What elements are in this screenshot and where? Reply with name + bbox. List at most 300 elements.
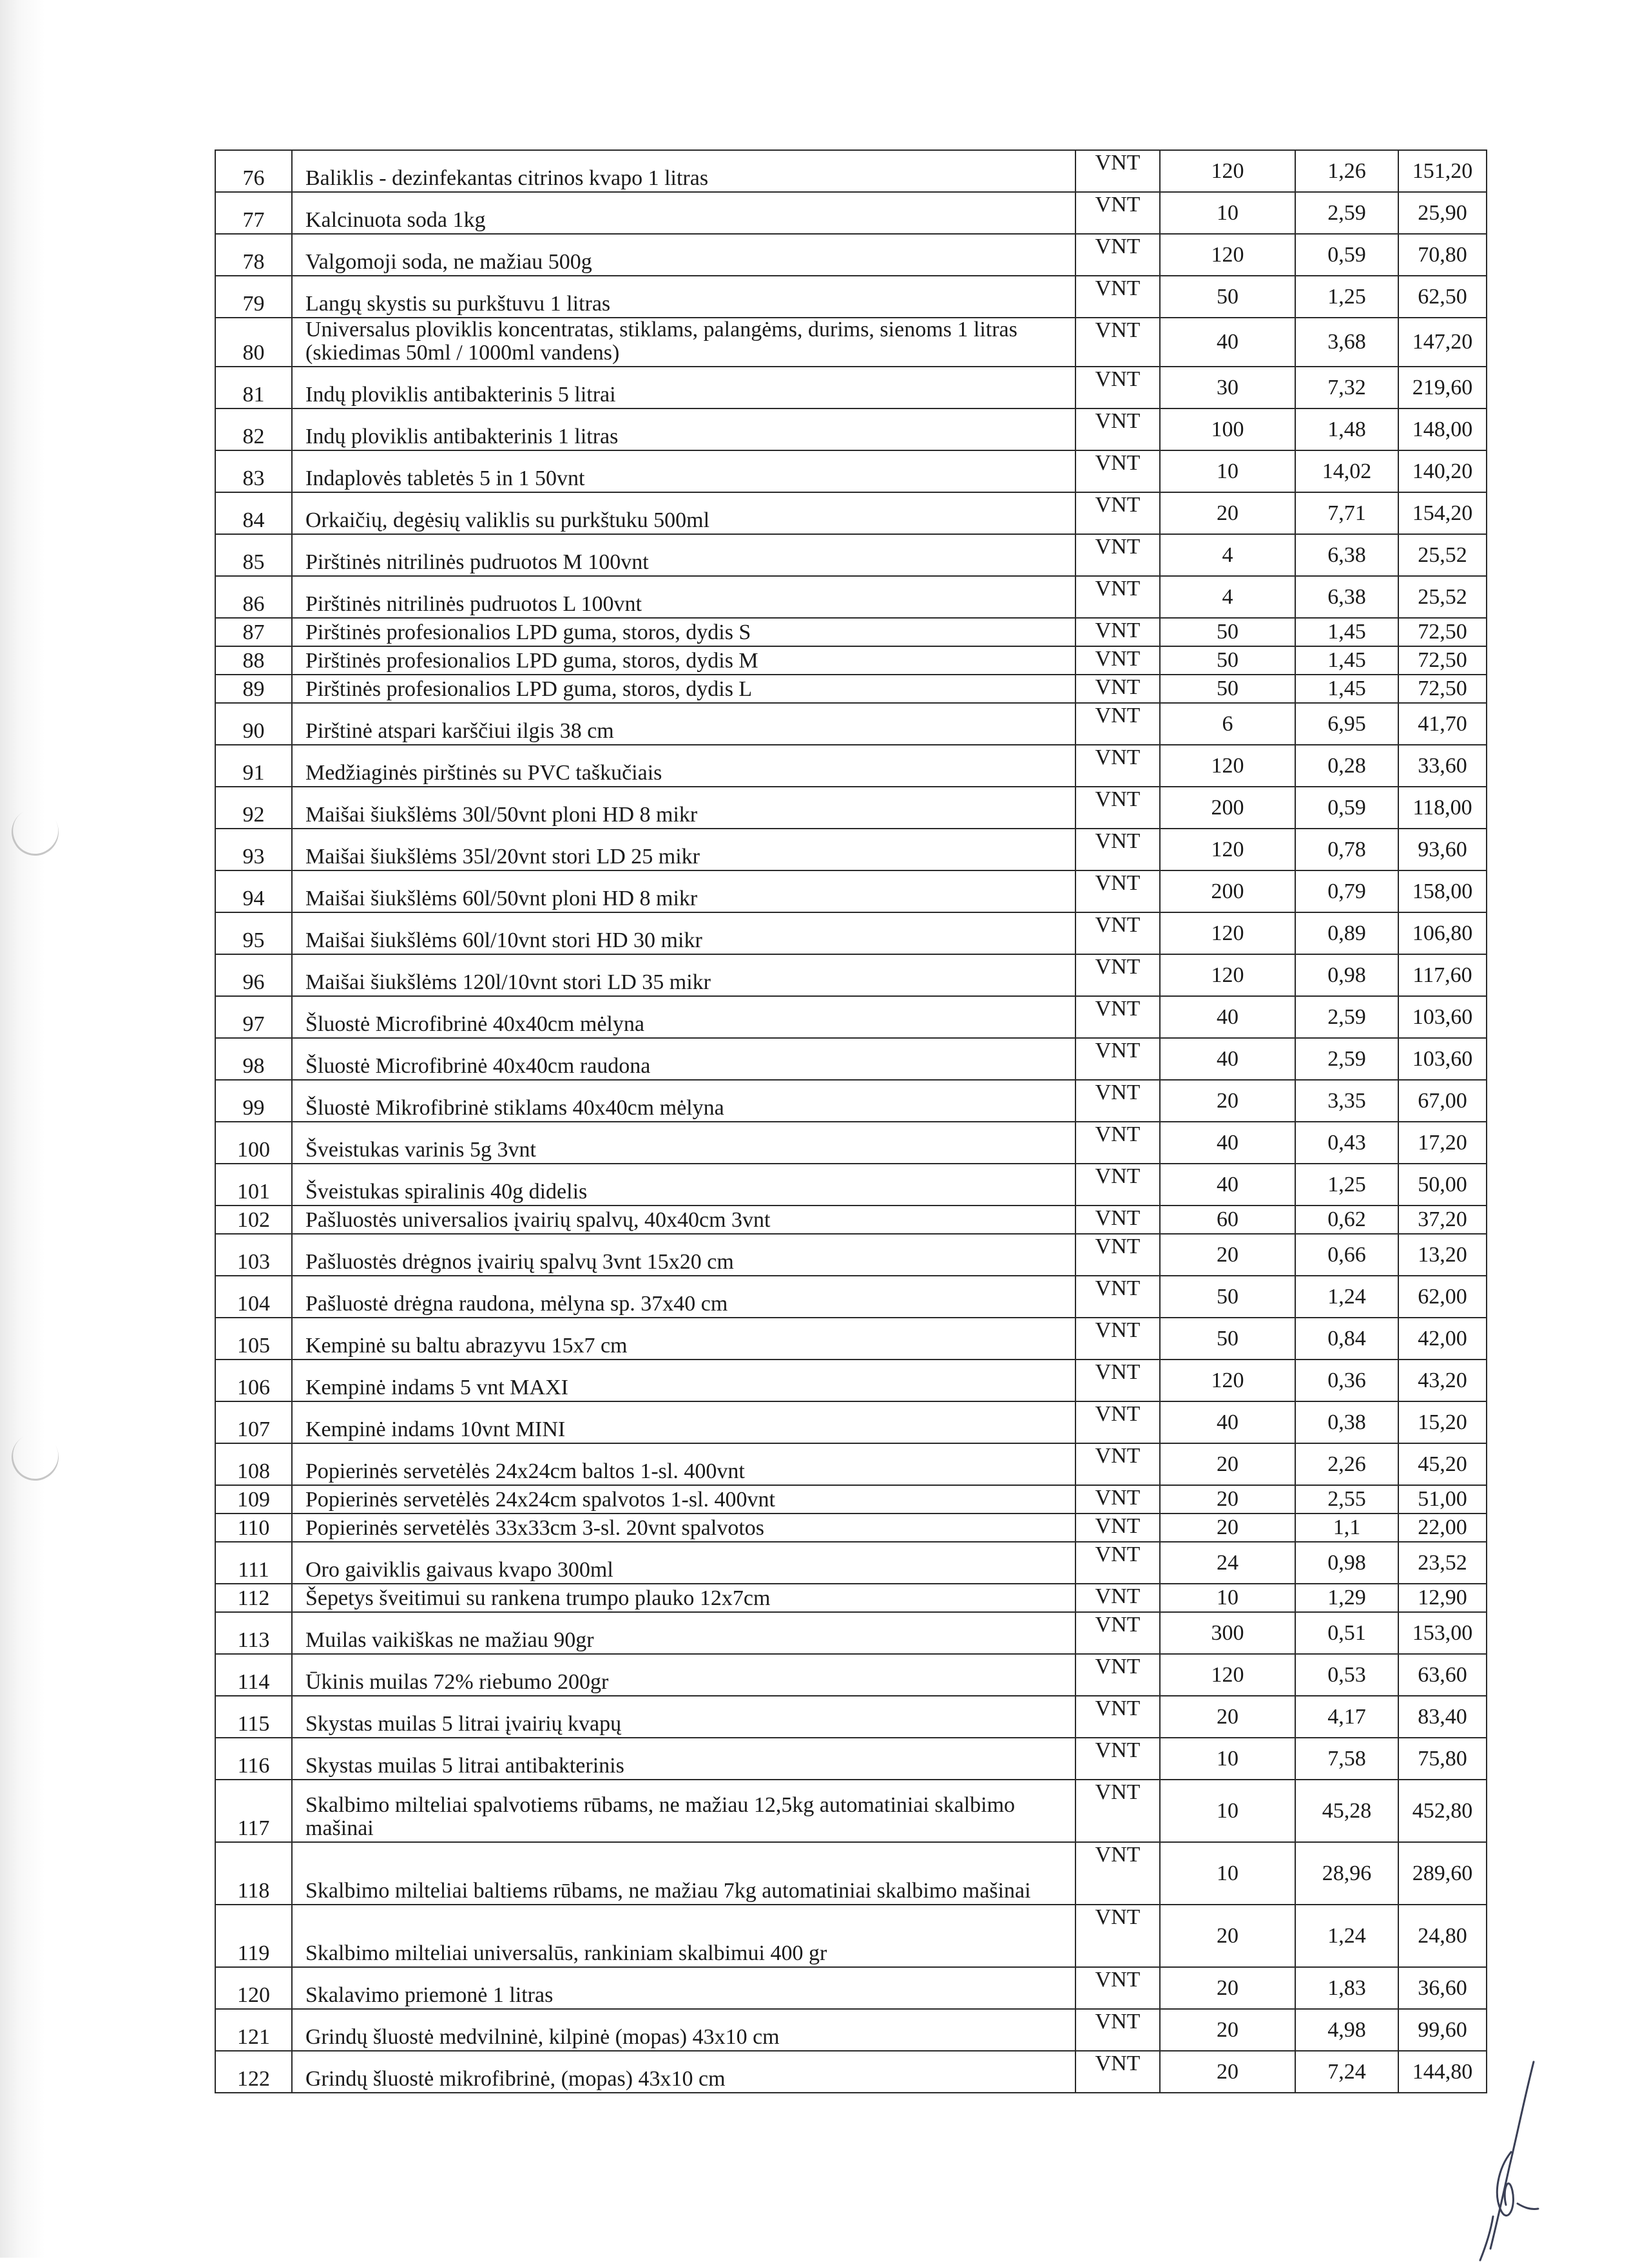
line-total-cell: 93,60	[1398, 829, 1487, 870]
row-number-cell: 102	[215, 1206, 292, 1234]
item-description-cell: Šveistukas spiralinis 40g didelis	[292, 1164, 1075, 1206]
unit-price-cell: 7,24	[1295, 2051, 1398, 2093]
table-row	[215, 675, 1487, 703]
unit-cell: VNT	[1075, 1122, 1160, 1164]
row-number-cell: 106	[215, 1360, 292, 1401]
unit-price-cell: 0,79	[1295, 870, 1398, 912]
unit-price-cell: 1,45	[1295, 646, 1398, 675]
row-number-cell: 122	[215, 2051, 292, 2093]
line-total-cell: 117,60	[1398, 954, 1487, 996]
row-number-cell: 110	[215, 1514, 292, 1542]
item-description-cell: Pirštinės nitrilinės pudruotos M 100vnt	[292, 534, 1075, 576]
line-total-cell: 144,80	[1398, 2051, 1487, 2093]
unit-cell: VNT	[1075, 1654, 1160, 1696]
quantity-cell: 50	[1160, 646, 1295, 675]
item-description-cell: Pašluostės universalios įvairių spalvų, 40x40cm 3vnt	[292, 1206, 1075, 1234]
line-total-cell: 72,50	[1398, 675, 1487, 703]
quantity-cell: 20	[1160, 1696, 1295, 1738]
unit-cell: VNT	[1075, 1401, 1160, 1443]
quantity-cell: 40	[1160, 1038, 1295, 1080]
unit-price-cell: 0,98	[1295, 954, 1398, 996]
unit-cell: VNT	[1075, 1905, 1160, 1967]
line-total-cell: 147,20	[1398, 318, 1487, 367]
table-row	[215, 1360, 1487, 1401]
table-row	[215, 1967, 1487, 2009]
item-description-cell: Grindų šluostė mikrofibrinė, (mopas) 43x10 cm	[292, 2051, 1075, 2093]
table-row	[215, 870, 1487, 912]
punch-hole-mark-top	[3, 800, 68, 865]
row-number-cell: 103	[215, 1234, 292, 1276]
item-description-cell: Maišai šiukšlėms 35l/20vnt stori LD 25 mikr	[292, 829, 1075, 870]
quantity-cell: 40	[1160, 318, 1295, 367]
quantity-cell: 120	[1160, 1654, 1295, 1696]
unit-cell: VNT	[1075, 318, 1160, 367]
unit-price-cell: 2,59	[1295, 1038, 1398, 1080]
line-total-cell: 17,20	[1398, 1122, 1487, 1164]
row-number-cell: 85	[215, 534, 292, 576]
line-total-cell: 219,60	[1398, 367, 1487, 408]
unit-price-cell: 2,55	[1295, 1485, 1398, 1514]
table-row	[215, 276, 1487, 318]
line-total-cell: 67,00	[1398, 1080, 1487, 1122]
line-total-cell: 22,00	[1398, 1514, 1487, 1542]
table-row	[215, 787, 1487, 829]
quantity-cell: 20	[1160, 1234, 1295, 1276]
line-total-cell: 151,20	[1398, 150, 1487, 192]
line-total-cell: 75,80	[1398, 1738, 1487, 1780]
row-number-cell: 114	[215, 1654, 292, 1696]
quantity-cell: 120	[1160, 954, 1295, 996]
line-total-cell: 153,00	[1398, 1612, 1487, 1654]
item-description-cell: Skalbimo milteliai universalūs, rankiniam skalbimui 400 gr	[292, 1905, 1075, 1967]
table-row	[215, 1122, 1487, 1164]
line-total-cell: 23,52	[1398, 1542, 1487, 1584]
quantity-cell: 120	[1160, 150, 1295, 192]
table-row	[215, 2051, 1487, 2093]
quantity-cell: 50	[1160, 1276, 1295, 1318]
unit-price-cell: 3,35	[1295, 1080, 1398, 1122]
unit-cell: VNT	[1075, 954, 1160, 996]
unit-cell: VNT	[1075, 1234, 1160, 1276]
unit-price-cell: 1,29	[1295, 1584, 1398, 1612]
unit-price-cell: 1,48	[1295, 408, 1398, 450]
unit-cell: VNT	[1075, 2051, 1160, 2093]
line-total-cell: 72,50	[1398, 618, 1487, 646]
quantity-cell: 50	[1160, 618, 1295, 646]
row-number-cell: 101	[215, 1164, 292, 1206]
line-total-cell: 452,80	[1398, 1780, 1487, 1842]
row-number-cell: 104	[215, 1276, 292, 1318]
quantity-cell: 4	[1160, 534, 1295, 576]
items-table	[215, 149, 1487, 2093]
item-description-cell: Medžiaginės pirštinės su PVC taškučiais	[292, 745, 1075, 787]
table-row	[215, 408, 1487, 450]
item-description-cell: Pirštinės nitrilinės pudruotos L 100vnt	[292, 576, 1075, 618]
quantity-cell: 120	[1160, 1360, 1295, 1401]
table-row	[215, 234, 1487, 276]
item-description-cell: Oro gaiviklis gaivaus kvapo 300ml	[292, 1542, 1075, 1584]
unit-cell: VNT	[1075, 2009, 1160, 2051]
unit-cell: VNT	[1075, 1360, 1160, 1401]
quantity-cell: 50	[1160, 276, 1295, 318]
unit-price-cell: 0,78	[1295, 829, 1398, 870]
quantity-cell: 120	[1160, 234, 1295, 276]
quantity-cell: 10	[1160, 1780, 1295, 1842]
row-number-cell: 86	[215, 576, 292, 618]
table-row	[215, 1780, 1487, 1842]
unit-price-cell: 0,89	[1295, 912, 1398, 954]
unit-price-cell: 7,71	[1295, 492, 1398, 534]
table-row	[215, 1905, 1487, 1967]
unit-cell: VNT	[1075, 576, 1160, 618]
unit-cell: VNT	[1075, 1842, 1160, 1905]
table-row	[215, 150, 1487, 192]
table-row	[215, 1164, 1487, 1206]
quantity-cell: 6	[1160, 703, 1295, 745]
unit-price-cell: 3,68	[1295, 318, 1398, 367]
unit-price-cell: 7,58	[1295, 1738, 1398, 1780]
unit-cell: VNT	[1075, 534, 1160, 576]
unit-price-cell: 1,1	[1295, 1514, 1398, 1542]
unit-price-cell: 0,59	[1295, 234, 1398, 276]
quantity-cell: 120	[1160, 829, 1295, 870]
line-total-cell: 25,52	[1398, 576, 1487, 618]
unit-price-cell: 28,96	[1295, 1842, 1398, 1905]
unit-cell: VNT	[1075, 367, 1160, 408]
unit-cell: VNT	[1075, 787, 1160, 829]
row-number-cell: 107	[215, 1401, 292, 1443]
row-number-cell: 87	[215, 618, 292, 646]
quantity-cell: 20	[1160, 1514, 1295, 1542]
row-number-cell: 117	[215, 1780, 292, 1842]
unit-price-cell: 1,25	[1295, 276, 1398, 318]
line-total-cell: 41,70	[1398, 703, 1487, 745]
unit-cell: VNT	[1075, 1276, 1160, 1318]
table-row	[215, 829, 1487, 870]
row-number-cell: 121	[215, 2009, 292, 2051]
item-description-cell: Šluostė Mikrofibrinė stiklams 40x40cm mėlyna	[292, 1080, 1075, 1122]
line-total-cell: 25,90	[1398, 192, 1487, 234]
line-total-cell: 43,20	[1398, 1360, 1487, 1401]
quantity-cell: 20	[1160, 1967, 1295, 2009]
line-total-cell: 37,20	[1398, 1206, 1487, 1234]
quantity-cell: 30	[1160, 367, 1295, 408]
quantity-cell: 10	[1160, 1584, 1295, 1612]
table-row	[215, 318, 1487, 367]
unit-price-cell: 2,59	[1295, 192, 1398, 234]
item-description-cell: Kempinė su baltu abrazyvu 15x7 cm	[292, 1318, 1075, 1360]
line-total-cell: 63,60	[1398, 1654, 1487, 1696]
quantity-cell: 20	[1160, 2051, 1295, 2093]
line-total-cell: 158,00	[1398, 870, 1487, 912]
unit-price-cell: 0,84	[1295, 1318, 1398, 1360]
unit-cell: VNT	[1075, 276, 1160, 318]
unit-price-cell: 0,36	[1295, 1360, 1398, 1401]
row-number-cell: 91	[215, 745, 292, 787]
item-description-cell: Muilas vaikiškas ne mažiau 90gr	[292, 1612, 1075, 1654]
unit-price-cell: 0,59	[1295, 787, 1398, 829]
table-row	[215, 1654, 1487, 1696]
row-number-cell: 95	[215, 912, 292, 954]
table-row	[215, 450, 1487, 492]
quantity-cell: 24	[1160, 1542, 1295, 1584]
table-row	[215, 534, 1487, 576]
unit-cell: VNT	[1075, 1206, 1160, 1234]
unit-cell: VNT	[1075, 703, 1160, 745]
unit-cell: VNT	[1075, 996, 1160, 1038]
line-total-cell: 62,50	[1398, 276, 1487, 318]
row-number-cell: 100	[215, 1122, 292, 1164]
item-description-cell: Skalavimo priemonė 1 litras	[292, 1967, 1075, 2009]
item-description-cell: Skystas muilas 5 litrai antibakterinis	[292, 1738, 1075, 1780]
table-row	[215, 1038, 1487, 1080]
line-total-cell: 24,80	[1398, 1905, 1487, 1967]
row-number-cell: 79	[215, 276, 292, 318]
quantity-cell: 4	[1160, 576, 1295, 618]
unit-cell: VNT	[1075, 1967, 1160, 2009]
unit-price-cell: 1,26	[1295, 150, 1398, 192]
table-row	[215, 996, 1487, 1038]
unit-price-cell: 6,38	[1295, 576, 1398, 618]
item-description-cell: Kalcinuota soda 1kg	[292, 192, 1075, 234]
row-number-cell: 84	[215, 492, 292, 534]
row-number-cell: 112	[215, 1584, 292, 1612]
row-number-cell: 80	[215, 318, 292, 367]
item-description-cell: Orkaičių, degėsių valiklis su purkštuku 500ml	[292, 492, 1075, 534]
table-row	[215, 1612, 1487, 1654]
item-description-cell: Kempinė indams 5 vnt MAXI	[292, 1360, 1075, 1401]
item-description-cell: Šepetys šveitimui su rankena trumpo plauko 12x7cm	[292, 1584, 1075, 1612]
quantity-cell: 10	[1160, 1738, 1295, 1780]
unit-price-cell: 1,25	[1295, 1164, 1398, 1206]
item-description-cell: Šluostė Microfibrinė 40x40cm mėlyna	[292, 996, 1075, 1038]
unit-cell: VNT	[1075, 675, 1160, 703]
line-total-cell: 118,00	[1398, 787, 1487, 829]
table-row	[215, 912, 1487, 954]
unit-cell: VNT	[1075, 618, 1160, 646]
quantity-cell: 50	[1160, 675, 1295, 703]
line-total-cell: 72,50	[1398, 646, 1487, 675]
unit-cell: VNT	[1075, 829, 1160, 870]
unit-price-cell: 0,62	[1295, 1206, 1398, 1234]
line-total-cell: 103,60	[1398, 1038, 1487, 1080]
table-row	[215, 1842, 1487, 1905]
quantity-cell: 10	[1160, 192, 1295, 234]
unit-price-cell: 0,51	[1295, 1612, 1398, 1654]
table-row	[215, 1080, 1487, 1122]
table-row	[215, 618, 1487, 646]
unit-cell: VNT	[1075, 492, 1160, 534]
row-number-cell: 120	[215, 1967, 292, 2009]
item-description-cell: Indaplovės tabletės 5 in 1 50vnt	[292, 450, 1075, 492]
row-number-cell: 115	[215, 1696, 292, 1738]
table-row	[215, 1696, 1487, 1738]
item-description-cell: Šluostė Microfibrinė 40x40cm raudona	[292, 1038, 1075, 1080]
item-description-cell: Maišai šiukšlėms 30l/50vnt ploni HD 8 mikr	[292, 787, 1075, 829]
unit-price-cell: 0,98	[1295, 1542, 1398, 1584]
item-description-cell: Pirštinė atspari karščiui ilgis 38 cm	[292, 703, 1075, 745]
unit-price-cell: 45,28	[1295, 1780, 1398, 1842]
table-row	[215, 745, 1487, 787]
item-description-cell: Langų skystis su purkštuvu 1 litras	[292, 276, 1075, 318]
quantity-cell: 40	[1160, 996, 1295, 1038]
unit-price-cell: 7,32	[1295, 367, 1398, 408]
line-total-cell: 83,40	[1398, 1696, 1487, 1738]
unit-price-cell: 0,28	[1295, 745, 1398, 787]
item-description-cell: Skystas muilas 5 litrai įvairių kvapų	[292, 1696, 1075, 1738]
item-description-cell: Grindų šluostė medvilninė, kilpinė (mopas) 43x10 cm	[292, 2009, 1075, 2051]
unit-price-cell: 0,66	[1295, 1234, 1398, 1276]
line-total-cell: 99,60	[1398, 2009, 1487, 2051]
handwritten-signature	[1421, 2055, 1543, 2268]
row-number-cell: 83	[215, 450, 292, 492]
unit-price-cell: 14,02	[1295, 450, 1398, 492]
unit-price-cell: 1,24	[1295, 1276, 1398, 1318]
item-description-cell: Popierinės servetėlės 33x33cm 3-sl. 20vnt spalvotos	[292, 1514, 1075, 1542]
table-row	[215, 1206, 1487, 1234]
row-number-cell: 89	[215, 675, 292, 703]
quantity-cell: 120	[1160, 912, 1295, 954]
row-number-cell: 94	[215, 870, 292, 912]
line-total-cell: 148,00	[1398, 408, 1487, 450]
row-number-cell: 92	[215, 787, 292, 829]
line-total-cell: 50,00	[1398, 1164, 1487, 1206]
line-total-cell: 62,00	[1398, 1276, 1487, 1318]
unit-cell: VNT	[1075, 1612, 1160, 1654]
quantity-cell: 20	[1160, 1080, 1295, 1122]
unit-price-cell: 0,53	[1295, 1654, 1398, 1696]
unit-cell: VNT	[1075, 1542, 1160, 1584]
row-number-cell: 90	[215, 703, 292, 745]
quantity-cell: 20	[1160, 1485, 1295, 1514]
unit-cell: VNT	[1075, 1584, 1160, 1612]
item-description-cell: Valgomoji soda, ne mažiau 500g	[292, 234, 1075, 276]
table-row	[215, 1485, 1487, 1514]
item-description-cell: Pirštinės profesionalios LPD guma, storos, dydis M	[292, 646, 1075, 675]
quantity-cell: 20	[1160, 492, 1295, 534]
unit-cell: VNT	[1075, 408, 1160, 450]
item-description-cell: Popierinės servetėlės 24x24cm baltos 1-sl. 400vnt	[292, 1443, 1075, 1485]
row-number-cell: 96	[215, 954, 292, 996]
row-number-cell: 78	[215, 234, 292, 276]
row-number-cell: 119	[215, 1905, 292, 1967]
unit-cell: VNT	[1075, 150, 1160, 192]
row-number-cell: 82	[215, 408, 292, 450]
row-number-cell: 88	[215, 646, 292, 675]
unit-cell: VNT	[1075, 1738, 1160, 1780]
quantity-cell: 10	[1160, 450, 1295, 492]
unit-price-cell: 0,38	[1295, 1401, 1398, 1443]
row-number-cell: 109	[215, 1485, 292, 1514]
unit-cell: VNT	[1075, 912, 1160, 954]
line-total-cell: 36,60	[1398, 1967, 1487, 2009]
quantity-cell: 200	[1160, 870, 1295, 912]
item-description-cell: Indų ploviklis antibakterinis 5 litrai	[292, 367, 1075, 408]
unit-price-cell: 1,83	[1295, 1967, 1398, 2009]
row-number-cell: 76	[215, 150, 292, 192]
unit-cell: VNT	[1075, 1514, 1160, 1542]
unit-cell: VNT	[1075, 1318, 1160, 1360]
line-total-cell: 45,20	[1398, 1443, 1487, 1485]
line-total-cell: 103,60	[1398, 996, 1487, 1038]
table-row	[215, 1443, 1487, 1485]
row-number-cell: 108	[215, 1443, 292, 1485]
item-description-cell: Skalbimo milteliai spalvotiems rūbams, ne mažiau 12,5kg automatiniai skalbimo mašinai	[292, 1780, 1075, 1842]
row-number-cell: 81	[215, 367, 292, 408]
row-number-cell: 77	[215, 192, 292, 234]
item-description-cell: Maišai šiukšlėms 60l/10vnt stori HD 30 mikr	[292, 912, 1075, 954]
line-total-cell: 12,90	[1398, 1584, 1487, 1612]
quantity-cell: 50	[1160, 1318, 1295, 1360]
unit-cell: VNT	[1075, 745, 1160, 787]
table-row	[215, 192, 1487, 234]
row-number-cell: 105	[215, 1318, 292, 1360]
quantity-cell: 40	[1160, 1401, 1295, 1443]
line-total-cell: 70,80	[1398, 234, 1487, 276]
unit-cell: VNT	[1075, 234, 1160, 276]
item-description-cell: Kempinė indams 10vnt MINI	[292, 1401, 1075, 1443]
punch-hole-mark-bottom	[3, 1425, 68, 1490]
row-number-cell: 97	[215, 996, 292, 1038]
row-number-cell: 98	[215, 1038, 292, 1080]
line-total-cell: 15,20	[1398, 1401, 1487, 1443]
quantity-cell: 20	[1160, 1443, 1295, 1485]
table-row	[215, 1514, 1487, 1542]
table-row	[215, 2009, 1487, 2051]
row-number-cell: 111	[215, 1542, 292, 1584]
unit-price-cell: 1,45	[1295, 675, 1398, 703]
line-total-cell: 106,80	[1398, 912, 1487, 954]
item-description-cell: Baliklis - dezinfekantas citrinos kvapo 1 litras	[292, 150, 1075, 192]
item-description-cell: Indų ploviklis antibakterinis 1 litras	[292, 408, 1075, 450]
quantity-cell: 20	[1160, 2009, 1295, 2051]
unit-price-cell: 1,24	[1295, 1905, 1398, 1967]
table-row	[215, 492, 1487, 534]
line-total-cell: 140,20	[1398, 450, 1487, 492]
item-description-cell: Pirštinės profesionalios LPD guma, storos, dydis L	[292, 675, 1075, 703]
item-description-cell: Maišai šiukšlėms 60l/50vnt ploni HD 8 mikr	[292, 870, 1075, 912]
line-total-cell: 154,20	[1398, 492, 1487, 534]
unit-cell: VNT	[1075, 1038, 1160, 1080]
unit-cell: VNT	[1075, 1780, 1160, 1842]
unit-cell: VNT	[1075, 450, 1160, 492]
unit-price-cell: 4,17	[1295, 1696, 1398, 1738]
unit-price-cell: 0,43	[1295, 1122, 1398, 1164]
quantity-cell: 100	[1160, 408, 1295, 450]
unit-price-cell: 6,38	[1295, 534, 1398, 576]
table-row	[215, 1584, 1487, 1612]
unit-cell: VNT	[1075, 870, 1160, 912]
line-total-cell: 13,20	[1398, 1234, 1487, 1276]
row-number-cell: 99	[215, 1080, 292, 1122]
unit-cell: VNT	[1075, 1164, 1160, 1206]
table-row	[215, 646, 1487, 675]
unit-cell: VNT	[1075, 646, 1160, 675]
item-description-cell: Pašluostės drėgnos įvairių spalvų 3vnt 15x20 cm	[292, 1234, 1075, 1276]
table-row	[215, 1276, 1487, 1318]
item-description-cell: Pirštinės profesionalios LPD guma, storos, dydis S	[292, 618, 1075, 646]
unit-cell: VNT	[1075, 1080, 1160, 1122]
table-row	[215, 1542, 1487, 1584]
unit-price-cell: 6,95	[1295, 703, 1398, 745]
table-row	[215, 1318, 1487, 1360]
quantity-cell: 60	[1160, 1206, 1295, 1234]
unit-price-cell: 2,26	[1295, 1443, 1398, 1485]
item-description-cell: Pašluostė drėgna raudona, mėlyna sp. 37x40 cm	[292, 1276, 1075, 1318]
row-number-cell: 93	[215, 829, 292, 870]
table-row	[215, 1738, 1487, 1780]
table-row	[215, 954, 1487, 996]
